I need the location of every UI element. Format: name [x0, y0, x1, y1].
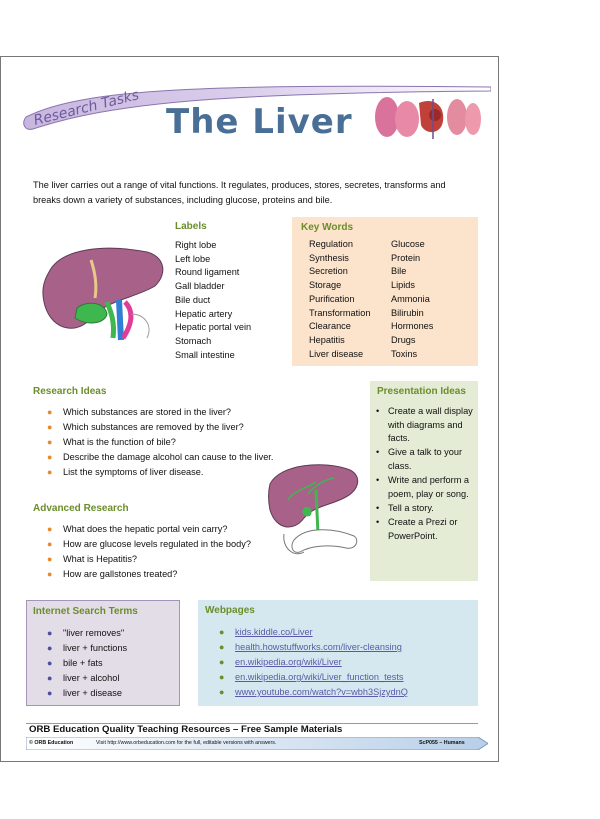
list-item: ● liver + functions	[47, 641, 127, 656]
bullet-icon: ●	[47, 658, 53, 668]
key-word: Toxins	[391, 348, 418, 359]
label-item: Left lobe	[175, 253, 211, 264]
key-word: Purification	[309, 293, 355, 304]
key-words-heading: Key Words	[301, 222, 354, 233]
bullet-icon: •	[376, 517, 380, 528]
webpages-list	[219, 625, 408, 700]
bullet-icon: ●	[47, 554, 53, 564]
labels-list	[175, 239, 251, 362]
key-word: Transformation	[309, 307, 371, 318]
bullet-icon: ●	[47, 688, 53, 698]
bullet-icon: ●	[47, 407, 53, 417]
bullet-icon: ●	[47, 569, 53, 579]
list-item: ● What does the hepatic portal vein carry?	[47, 522, 251, 537]
key-word: Lipids	[391, 280, 416, 291]
bullet-icon: ●	[47, 422, 53, 432]
list-item: ● Which substances are stored in the liver?	[47, 405, 273, 420]
list-item: • Give a talk to your class.	[376, 447, 463, 471]
key-word: Synthesis	[309, 252, 349, 263]
bullet-icon: ●	[219, 687, 225, 697]
worksheet-page	[0, 56, 499, 762]
bullet-icon: •	[376, 475, 380, 486]
webpages-heading: Webpages	[205, 605, 255, 616]
footer-copyright: © ORB Education	[29, 740, 74, 746]
key-word: Glucose	[391, 239, 425, 249]
labels-heading: Labels	[175, 221, 207, 232]
label-item: Bile duct	[175, 294, 211, 305]
bullet-icon: ●	[219, 657, 225, 667]
advanced-research-list	[47, 522, 251, 582]
page-title: The Liver	[166, 102, 353, 142]
footer-visit-text: Visit http://www.orbeducation.com for the full, editable versions with answers.	[96, 740, 277, 746]
bullet-icon: ●	[47, 673, 53, 683]
internet-search-box	[26, 600, 180, 706]
list-item: ● How are glucose levels regulated in the body?	[47, 537, 251, 552]
list-item	[219, 685, 408, 700]
bullet-icon: ●	[219, 642, 225, 652]
banner-text: Research Tasks	[32, 87, 141, 129]
research-ideas-list	[47, 405, 273, 480]
label-item: Gall bladder	[175, 281, 225, 292]
list-item	[219, 670, 408, 685]
webpages-box	[198, 600, 478, 706]
key-word: Hormones	[391, 321, 434, 332]
bullet-icon: •	[376, 447, 380, 458]
list-item	[219, 640, 408, 655]
webpage-link[interactable]: en.wikipedia.org/wiki/Liver_function_tests	[235, 672, 404, 682]
key-word: Protein	[391, 252, 421, 263]
bullet-icon: •	[376, 502, 380, 513]
webpage-link[interactable]: kids.kiddle.co/Liver	[235, 627, 313, 637]
internet-search-list	[47, 626, 127, 701]
key-words-column-2	[391, 238, 433, 361]
bullet-icon: ●	[219, 627, 225, 637]
key-word: Liver disease	[309, 348, 364, 359]
presentation-ideas-box	[370, 381, 478, 581]
label-item: Hepatic artery	[175, 308, 233, 319]
label-item: Stomach	[175, 335, 212, 346]
bullet-icon: ●	[47, 524, 53, 534]
label-item: Small intestine	[175, 349, 235, 360]
key-word: Storage	[309, 280, 342, 291]
list-item: ● How are gallstones treated?	[47, 567, 251, 582]
bullet-icon: •	[376, 406, 380, 416]
webpage-link[interactable]: www.youtube.com/watch?v=wbh3SjzydnQ	[235, 687, 408, 697]
key-word: Secretion	[309, 266, 348, 277]
list-item: ● liver + disease	[47, 686, 127, 701]
list-item: ● Which substances are removed by the liver?	[47, 420, 273, 435]
list-item: ● List the symptoms of liver disease.	[47, 465, 273, 480]
liver-pancreas-diagram	[264, 460, 364, 560]
internet-search-heading: Internet Search Terms	[33, 606, 138, 617]
bullet-icon: ●	[47, 539, 53, 549]
list-item	[219, 625, 408, 640]
key-words-box	[292, 217, 478, 366]
list-item: ● What is Hepatitis?	[47, 552, 251, 567]
organs-illustration	[373, 93, 481, 141]
label-item: Hepatic portal vein	[175, 322, 252, 333]
list-item: ● liver + alcohol	[47, 671, 127, 686]
list-item: • Tell a story.	[375, 502, 475, 516]
key-word: Bile	[391, 266, 407, 277]
list-item: • Create a Prezi or PowerPoint.	[376, 517, 458, 541]
key-words-column-1	[309, 238, 370, 361]
bullet-icon: ●	[219, 672, 225, 682]
key-word: Ammonia	[391, 293, 430, 304]
list-item: ● bile + fats	[47, 656, 127, 671]
list-item: ● What is the function of bile?	[47, 435, 273, 450]
label-item: Round ligament	[175, 267, 240, 278]
label-item: Right lobe	[175, 240, 217, 250]
liver-diagram	[35, 242, 175, 342]
advanced-research-heading: Advanced Research	[33, 503, 129, 514]
bullet-icon: ●	[47, 437, 53, 447]
key-word: Clearance	[309, 321, 351, 332]
list-item: ● "liver removes"	[47, 626, 127, 641]
webpage-link[interactable]: health.howstuffworks.com/liver-cleansing	[235, 642, 402, 652]
bullet-icon: ●	[47, 452, 53, 462]
key-word: Hepatitis	[309, 334, 345, 345]
intro-paragraph: The liver carries out a range of vital functions. It regulates, produces, stores, secretes, transforms and breaks down a variety of substances, including glucose, proteins and bile.	[33, 180, 446, 205]
bullet-icon: ●	[47, 467, 53, 477]
bullet-icon: ●	[47, 643, 53, 653]
webpage-link[interactable]: en.wikipedia.org/wiki/Liver	[235, 657, 342, 667]
presentation-ideas-heading: Presentation Ideas	[377, 386, 466, 397]
key-word: Regulation	[309, 239, 353, 249]
list-item	[219, 655, 408, 670]
list-item: • Create a wall display with diagrams and facts.	[376, 406, 473, 444]
list-item: • Write and perform a poem, play or song.	[376, 475, 470, 499]
bullet-icon: ●	[47, 628, 53, 638]
key-word: Bilirubin	[391, 307, 424, 318]
list-item: ● Describe the damage alcohol can cause to the liver.	[47, 450, 273, 465]
key-word: Drugs	[391, 334, 416, 345]
presentation-ideas-list	[375, 405, 475, 544]
research-ideas-heading: Research Ideas	[33, 386, 107, 397]
footer-title: ORB Education Quality Teaching Resources – Free Sample Materials	[29, 724, 343, 735]
footer-code: ScP055 – Humans	[419, 740, 465, 746]
